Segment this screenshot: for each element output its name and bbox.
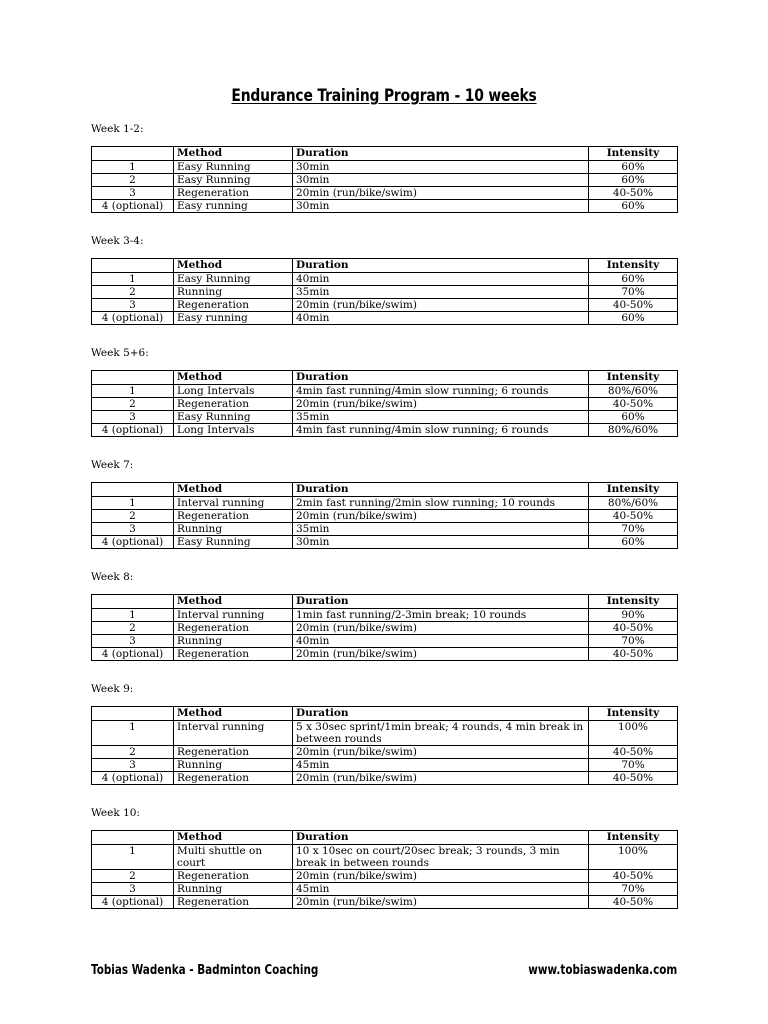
col-header-duration: Duration [293,595,589,609]
session-duration: 4min fast running/4min slow running; 6 rounds [293,385,589,398]
session-number: 4 (optional) [92,200,174,213]
col-header-method: Method [174,483,293,497]
col-header-number [92,259,174,273]
col-header-method: Method [174,831,293,845]
footer-author: Tobias Wadenka - Badminton Coaching [91,963,319,978]
session-number: 2 [92,286,174,299]
session-method: Long Intervals [174,424,293,437]
training-table [91,258,678,325]
session-intensity: 60% [589,174,678,187]
session-number: 1 [92,721,174,746]
session-duration: 45min [293,759,589,772]
session-number: 2 [92,622,174,635]
table-header-row [92,595,678,609]
table-row [92,759,678,772]
session-number: 2 [92,746,174,759]
session-method: Running [174,635,293,648]
session-duration: 45min [293,883,589,896]
session-intensity: 70% [589,635,678,648]
session-method: Running [174,759,293,772]
session-duration: 20min (run/bike/swim) [293,746,589,759]
session-number: 4 (optional) [92,424,174,437]
col-header-method: Method [174,707,293,721]
session-duration: 30min [293,174,589,187]
session-method: Regeneration [174,648,293,661]
session-intensity: 90% [589,609,678,622]
col-header-duration: Duration [293,371,589,385]
session-method: Running [174,286,293,299]
session-duration: 30min [293,161,589,174]
session-number: 4 (optional) [92,896,174,909]
session-number: 2 [92,174,174,187]
table-header-row [92,371,678,385]
session-method: Running [174,883,293,896]
session-number: 1 [92,273,174,286]
session-intensity: 40-50% [589,870,678,883]
col-header-number [92,595,174,609]
col-header-number [92,147,174,161]
session-number: 2 [92,398,174,411]
table-row [92,883,678,896]
col-header-duration: Duration [293,831,589,845]
session-number: 3 [92,187,174,200]
week-label: Week 9: [91,683,134,695]
table-header-row [92,147,678,161]
table-row [92,273,678,286]
session-intensity: 60% [589,536,678,549]
col-header-number [92,831,174,845]
training-table [91,830,678,909]
training-table [91,370,678,437]
session-intensity: 80%/60% [589,497,678,510]
session-intensity: 40-50% [589,299,678,312]
col-header-intensity: Intensity [589,595,678,609]
session-duration: 40min [293,635,589,648]
session-method: Running [174,523,293,536]
session-number: 4 (optional) [92,536,174,549]
col-header-intensity: Intensity [589,831,678,845]
session-method: Interval running [174,609,293,622]
col-header-number [92,371,174,385]
session-duration: 1min fast running/2-3min break; 10 rounds [293,609,589,622]
table-row [92,200,678,213]
session-intensity: 70% [589,286,678,299]
table-row [92,845,678,870]
col-header-duration: Duration [293,259,589,273]
table-header-row [92,259,678,273]
session-method: Easy Running [174,411,293,424]
week-label: Week 3-4: [91,235,144,247]
session-intensity: 80%/60% [589,385,678,398]
session-number: 4 (optional) [92,772,174,785]
session-intensity: 70% [589,759,678,772]
col-header-intensity: Intensity [589,707,678,721]
session-method: Regeneration [174,772,293,785]
session-duration: 2min fast running/2min slow running; 10 rounds [293,497,589,510]
session-method: Interval running [174,721,293,746]
session-number: 3 [92,299,174,312]
session-method: Long Intervals [174,385,293,398]
session-duration: 20min (run/bike/swim) [293,622,589,635]
session-number: 3 [92,883,174,896]
session-method: Easy Running [174,174,293,187]
session-number: 3 [92,635,174,648]
table-header-row [92,831,678,845]
table-row [92,648,678,661]
session-number: 3 [92,411,174,424]
table-row [92,312,678,325]
week-label: Week 8: [91,571,134,583]
session-method: Regeneration [174,398,293,411]
session-number: 1 [92,845,174,870]
col-header-intensity: Intensity [589,147,678,161]
session-method: Interval running [174,497,293,510]
col-header-number [92,707,174,721]
session-duration: 20min (run/bike/swim) [293,772,589,785]
session-method: Easy Running [174,536,293,549]
table-row [92,746,678,759]
training-table [91,594,678,661]
session-intensity: 70% [589,523,678,536]
session-intensity: 40-50% [589,510,678,523]
table-row [92,299,678,312]
week-label: Week 5+6: [91,347,149,359]
table-row [92,398,678,411]
session-method: Regeneration [174,622,293,635]
session-number: 3 [92,523,174,536]
table-row [92,622,678,635]
session-number: 4 (optional) [92,648,174,661]
table-row [92,896,678,909]
session-number: 2 [92,870,174,883]
footer-website: www.tobiaswadenka.com [527,963,677,978]
session-method: Regeneration [174,870,293,883]
session-method: Regeneration [174,746,293,759]
session-duration: 20min (run/bike/swim) [293,648,589,661]
table-row [92,870,678,883]
table-row [92,286,678,299]
session-method: Regeneration [174,187,293,200]
session-intensity: 40-50% [589,398,678,411]
session-intensity: 40-50% [589,648,678,661]
week-label: Week 7: [91,459,134,471]
session-number: 1 [92,161,174,174]
session-intensity: 40-50% [589,896,678,909]
session-duration: 20min (run/bike/swim) [293,510,589,523]
col-header-method: Method [174,595,293,609]
session-intensity: 60% [589,312,678,325]
session-duration: 30min [293,536,589,549]
page-title: Endurance Training Program - 10 weeks [231,86,537,105]
session-number: 1 [92,385,174,398]
session-duration: 4min fast running/4min slow running; 6 rounds [293,424,589,437]
col-header-number [92,483,174,497]
table-row [92,510,678,523]
session-intensity: 100% [589,845,678,870]
table-row [92,497,678,510]
session-method: Regeneration [174,510,293,523]
session-method: Regeneration [174,896,293,909]
session-duration: 5 x 30sec sprint/1min break; 4 rounds, 4 min break in between rounds [293,721,589,746]
table-row [92,187,678,200]
session-intensity: 60% [589,161,678,174]
table-row [92,635,678,648]
session-intensity: 40-50% [589,622,678,635]
session-number: 1 [92,497,174,510]
session-number: 2 [92,510,174,523]
session-method: Easy running [174,200,293,213]
session-method: Easy running [174,312,293,325]
session-duration: 35min [293,411,589,424]
table-row [92,174,678,187]
col-header-intensity: Intensity [589,371,678,385]
session-intensity: 40-50% [589,746,678,759]
session-method: Easy Running [174,161,293,174]
col-header-intensity: Intensity [589,483,678,497]
session-number: 1 [92,609,174,622]
session-intensity: 40-50% [589,187,678,200]
col-header-method: Method [174,259,293,273]
col-header-intensity: Intensity [589,259,678,273]
session-intensity: 60% [589,273,678,286]
table-row [92,536,678,549]
week-label: Week 1-2: [91,123,144,135]
session-duration: 40min [293,273,589,286]
session-intensity: 100% [589,721,678,746]
session-method: Easy Running [174,273,293,286]
session-duration: 20min (run/bike/swim) [293,299,589,312]
session-duration: 40min [293,312,589,325]
table-row [92,411,678,424]
col-header-duration: Duration [293,147,589,161]
col-header-method: Method [174,147,293,161]
table-row [92,424,678,437]
session-duration: 20min (run/bike/swim) [293,187,589,200]
col-header-method: Method [174,371,293,385]
session-intensity: 70% [589,883,678,896]
table-header-row [92,483,678,497]
table-row [92,523,678,536]
session-method: Multi shuttle on court [174,845,293,870]
session-method: Regeneration [174,299,293,312]
table-row [92,609,678,622]
table-row [92,161,678,174]
session-duration: 20min (run/bike/swim) [293,870,589,883]
session-number: 4 (optional) [92,312,174,325]
session-duration: 35min [293,286,589,299]
training-table [91,146,678,213]
session-duration: 20min (run/bike/swim) [293,896,589,909]
col-header-duration: Duration [293,707,589,721]
session-intensity: 80%/60% [589,424,678,437]
training-table [91,706,678,785]
table-row [92,721,678,746]
table-row [92,385,678,398]
session-duration: 30min [293,200,589,213]
session-duration: 35min [293,523,589,536]
session-duration: 20min (run/bike/swim) [293,398,589,411]
session-duration: 10 x 10sec on court/20sec break; 3 rounds, 3 min break in between rounds [293,845,589,870]
table-row [92,772,678,785]
week-label: Week 10: [91,807,140,819]
session-intensity: 60% [589,200,678,213]
col-header-duration: Duration [293,483,589,497]
session-number: 3 [92,759,174,772]
session-intensity: 40-50% [589,772,678,785]
training-table [91,482,678,549]
table-header-row [92,707,678,721]
session-intensity: 60% [589,411,678,424]
